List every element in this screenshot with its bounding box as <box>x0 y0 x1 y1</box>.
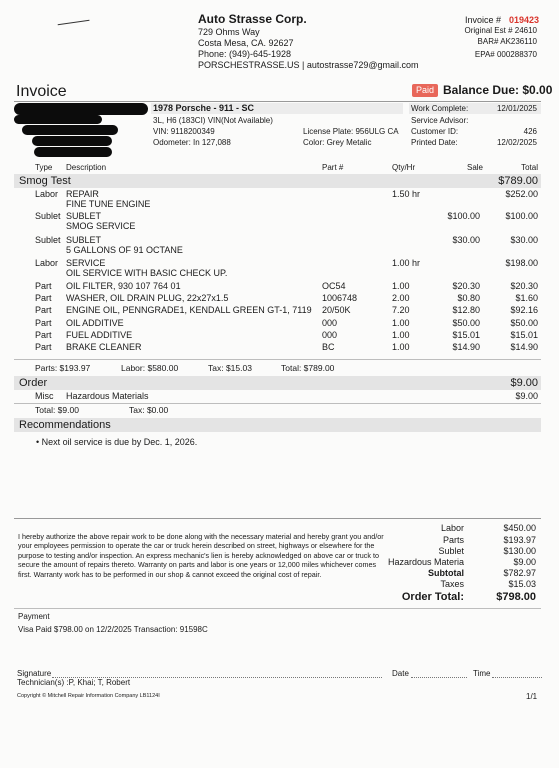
shop-name: Auto Strasse Corp. <box>198 12 307 26</box>
totals-hazardous: $9.00 <box>513 557 536 567</box>
shop-phone: Phone: (949)-645-1928 <box>198 49 292 59</box>
item-total: $50.00 <box>510 318 538 328</box>
item-type: Part <box>35 281 52 291</box>
smog-labor-total: Labor: $580.00 <box>121 363 179 373</box>
item-total: $100.00 <box>505 211 538 221</box>
item-detail: OIL SERVICE WITH BASIC CHECK UP. <box>66 268 228 278</box>
section-smog-test-total: $789.00 <box>498 175 538 187</box>
item-sale: $0.80 <box>457 293 480 303</box>
column-headers <box>0 162 559 173</box>
line-item-detail <box>0 221 559 232</box>
redacted-customer-name <box>14 103 148 115</box>
item-type: Part <box>35 293 52 303</box>
item-description: SERVICE <box>66 258 106 268</box>
signature-label: Signature <box>17 669 52 678</box>
payment-divider <box>14 608 541 609</box>
date-line <box>411 677 467 678</box>
line-item <box>0 391 559 402</box>
vehicle-plate: License Plate: 956ULG CA <box>303 127 399 136</box>
item-description: SUBLET <box>66 235 102 245</box>
page-number: 1/1 <box>526 692 538 701</box>
col-type: Type <box>35 163 53 172</box>
totals-hazardous-label: Hazardous Materia <box>387 557 464 567</box>
shop-web-email: PORSCHESTRASSE.US | autostrasse729@gmail.com <box>198 60 419 70</box>
line-item-detail <box>0 268 559 279</box>
redacted-customer-phone-1 <box>32 136 112 146</box>
item-sale: $20.30 <box>452 281 480 291</box>
payment-text: Visa Paid $798.00 on 12/2/2025 Transaction: 91598C <box>18 625 208 634</box>
item-total: $20.30 <box>510 281 538 291</box>
order-tax: Tax: $0.00 <box>129 405 169 415</box>
time-label: Time <box>473 669 491 678</box>
item-sale: $14.90 <box>452 342 480 352</box>
item-part-number: 20/50K <box>322 305 351 315</box>
item-total: $1.60 <box>515 293 538 303</box>
customer-id-value: 426 <box>523 127 537 136</box>
item-total: $198.00 <box>505 258 538 268</box>
line-item <box>0 305 559 316</box>
item-description: WASHER, OIL DRAIN PLUG, 22x27x1.5 <box>66 293 229 303</box>
item-qty: 2.00 <box>392 293 410 303</box>
totals-parts-label: Parts <box>442 535 464 545</box>
section-recommendations <box>14 418 541 432</box>
item-description: ENGINE OIL, PENNGRADE1, KENDALL GREEN GT-1, 7119 <box>66 305 312 315</box>
item-type: Part <box>35 318 52 328</box>
totals-subtotal: $782.97 <box>503 568 536 578</box>
item-qty: 7.20 <box>392 305 410 315</box>
item-type: Part <box>35 305 52 315</box>
order-total: Total: $9.00 <box>35 405 79 415</box>
recommendations-label: Recommendations <box>19 419 111 431</box>
order-summary-divider <box>14 403 541 404</box>
order-summary <box>0 405 559 416</box>
time-line <box>492 677 542 678</box>
printed-date-label: Printed Date: <box>411 138 458 147</box>
item-qty: 1.00 <box>392 318 410 328</box>
item-sale: $100.00 <box>447 211 480 221</box>
item-sale: $50.00 <box>452 318 480 328</box>
smog-summary-divider <box>14 359 541 360</box>
item-description: OIL ADDITIVE <box>66 318 124 328</box>
redacted-customer-phone-2 <box>34 147 112 157</box>
original-estimate: Original Est # 24610 <box>464 26 537 35</box>
totals-taxes: $15.03 <box>508 579 536 589</box>
line-item <box>0 342 559 353</box>
invoice-number: 019423 <box>509 15 540 25</box>
line-item <box>0 281 559 292</box>
vehicle-engine: 3L, H6 (183CI) VIN(Not Available) <box>153 116 273 125</box>
item-detail: SMOG SERVICE <box>66 221 136 231</box>
copyright: Copyright © Mitchell Repair Information Company LB1124I <box>17 693 160 699</box>
section-smog-test-label: Smog Test <box>19 175 71 187</box>
totals-sublet-label: Sublet <box>438 546 464 556</box>
totals-labor-label: Labor <box>440 523 464 533</box>
item-description: REPAIR <box>66 189 99 199</box>
totals-sublet: $130.00 <box>503 546 536 556</box>
item-description: BRAKE CLEANER <box>66 342 142 352</box>
item-sale: $15.01 <box>452 330 480 340</box>
item-description: OIL FILTER, 930 107 764 01 <box>66 281 181 291</box>
item-detail: FINE TUNE ENGINE <box>66 199 151 209</box>
section-order-label: Order <box>19 377 48 389</box>
payment-label: Payment <box>18 612 50 621</box>
totals-subtotal-label: Subtotal <box>428 568 464 578</box>
work-complete-label: Work Complete: <box>411 104 469 113</box>
vehicle-model: 1978 Porsche - 911 - SC <box>153 103 255 113</box>
redacted-customer-address-2 <box>22 125 118 135</box>
technicians: Technician(s) :P, Khai; T, Robert <box>17 678 131 687</box>
line-item-detail <box>0 245 559 256</box>
order-total-label: Order Total: <box>401 591 464 603</box>
section-smog-test <box>14 174 541 188</box>
smog-summary <box>0 363 559 374</box>
invoice-title: Invoice <box>16 83 67 100</box>
item-qty: 1.00 <box>392 281 410 291</box>
printed-date-value: 12/02/2025 <box>496 138 537 147</box>
bar-number: BAR# AK236110 <box>477 37 537 46</box>
item-qty: 1.00 hr <box>392 258 421 268</box>
col-part-number: Part # <box>322 163 344 172</box>
item-total: $92.16 <box>510 305 538 315</box>
item-qty: 1.00 <box>392 330 410 340</box>
date-label: Date <box>392 669 409 678</box>
item-detail: 5 GALLONS OF 91 OCTANE <box>66 245 183 255</box>
item-total: $14.90 <box>510 342 538 352</box>
item-total: $9.00 <box>515 391 538 401</box>
order-total-value: $798.00 <box>496 591 536 603</box>
title-divider <box>14 101 541 102</box>
section-order-total: $9.00 <box>510 377 538 389</box>
pen-mark <box>58 20 91 31</box>
col-sale: Sale <box>466 163 483 172</box>
item-total: $30.00 <box>510 235 538 245</box>
item-type: Labor <box>35 258 59 268</box>
smog-tax: Tax: $15.03 <box>208 363 252 373</box>
recommendation-item: • Next oil service is due by Dec. 1, 2026. <box>36 437 198 447</box>
totals-taxes-label: Taxes <box>440 579 464 589</box>
item-part-number: BC <box>322 342 335 352</box>
shop-address-1: 729 Ohms Way <box>198 27 260 37</box>
item-type: Misc <box>35 391 54 401</box>
item-type: Sublet <box>35 235 61 245</box>
totals-labor: $450.00 <box>503 523 536 533</box>
item-part-number: OC54 <box>322 281 346 291</box>
paid-badge: Paid <box>412 84 438 97</box>
customer-id-label: Customer ID: <box>411 127 459 136</box>
item-type: Part <box>35 342 52 352</box>
col-total: Total <box>521 163 538 172</box>
item-total: $252.00 <box>505 189 538 199</box>
smog-grand-total: Total: $789.00 <box>281 363 335 373</box>
line-item <box>0 330 559 341</box>
item-sale: $30.00 <box>452 235 480 245</box>
item-part-number: 000 <box>322 330 338 340</box>
item-description: SUBLET <box>66 211 102 221</box>
item-qty: 1.00 <box>392 342 410 352</box>
shop-address-2: Costa Mesa, CA. 92627 <box>198 38 294 48</box>
col-description: Description <box>66 163 107 172</box>
item-sale: $12.80 <box>452 305 480 315</box>
col-qty-hr: Qty/Hr <box>392 163 416 172</box>
vehicle-odometer: Odometer: In 127,088 <box>153 138 231 147</box>
item-type: Part <box>35 330 52 340</box>
totals-parts: $193.97 <box>503 535 536 545</box>
item-total: $15.01 <box>510 330 538 340</box>
redacted-customer-address-1 <box>14 115 102 124</box>
line-item-detail <box>0 199 559 210</box>
epa-number: EPA# 000288370 <box>474 50 537 59</box>
item-part-number: 000 <box>322 318 338 328</box>
item-description: FUEL ADDITIVE <box>66 330 133 340</box>
service-advisor-label: Service Advisor: <box>411 116 469 125</box>
item-type: Labor <box>35 189 59 199</box>
line-item <box>0 293 559 304</box>
item-qty: 1.50 hr <box>392 189 421 199</box>
balance-due: Balance Due: $0.00 <box>443 83 553 97</box>
item-description: Hazardous Materials <box>66 391 149 401</box>
authorization-divider <box>14 518 541 519</box>
smog-parts-total: Parts: $193.97 <box>35 363 91 373</box>
item-type: Sublet <box>35 211 61 221</box>
authorization-text: I hereby authorize the above repair work to be done along with the necessary material and hereby grant you and/or your employees permission to operate the car or truck herein described on street, highways or elsewhere for the purpose to testing and/or inspection. An express mechanic's lien is hereby acknowledged on above car or truck to secure the amount of repairs thereto. Warranty on parts and labor is one years or 12,000 miles whichever comes first. Warranty work has to be performed in our shop & cannot exceed the original cost of repair. <box>18 532 384 579</box>
vehicle-color: Color: Grey Metalic <box>303 138 372 147</box>
vehicle-vin: VIN: 9118200349 <box>153 127 215 136</box>
section-order <box>14 376 541 390</box>
line-item <box>0 318 559 329</box>
invoice-number-label: Invoice # <box>465 15 502 25</box>
work-complete-value: 12/01/2025 <box>496 104 537 113</box>
item-part-number: 1006748 <box>322 293 358 303</box>
recommendation-text: Next oil service is due by Dec. 1, 2026. <box>41 437 198 447</box>
